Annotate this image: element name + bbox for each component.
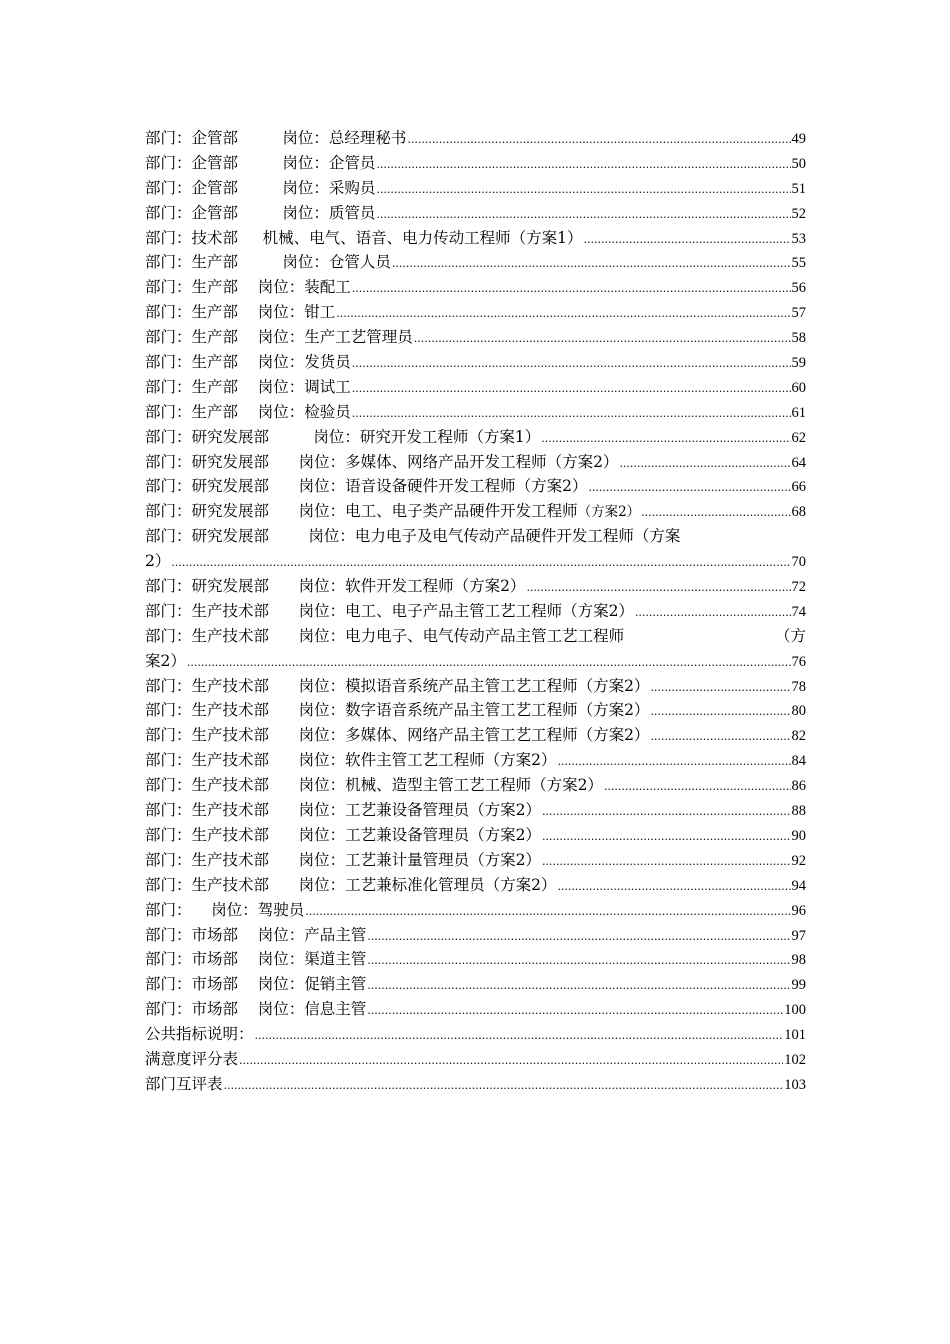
toc-page-number: 64 [791,454,806,471]
toc-leader [352,402,791,427]
toc-leader [407,128,790,153]
toc-page-number: 68 [791,504,806,521]
toc-page-number: 61 [791,404,806,421]
toc-entry-title: 部门：研究发展部 岗位：语音设备硬件开发工程师（方案2） [145,477,588,496]
toc-entry-title: 部门：生产技术部 岗位：数字语音系统产品主管工艺工程师（方案2） [145,701,650,720]
toc-page-number: 100 [784,1002,806,1019]
toc-entry[interactable] [145,923,806,948]
toc-entry[interactable] [145,997,806,1022]
toc-leader [187,651,791,676]
toc-entry-wrapped[interactable] [145,524,806,574]
toc-entry[interactable] [145,226,806,251]
toc-leader [367,949,790,974]
toc-entry-title: 部门：生产技术部 岗位：机械、造型主管工艺工程师（方案2） [145,776,603,795]
toc-entry-title: 部门：生产技术部 岗位：多媒体、网络产品主管工艺工程师（方案2） [145,726,650,745]
toc-leader [376,178,790,203]
toc-page-number: 56 [791,280,806,297]
toc-page-number: 53 [791,230,806,247]
toc-leader [305,900,790,925]
toc-page-number: 103 [784,1076,806,1093]
toc-entry-title: 部门：市场部 岗位：渠道主管 [145,950,367,969]
toc-leader [542,850,791,875]
toc-entry-title: 部门：生产部 岗位：发货员 [145,353,351,372]
toc-entry[interactable] [145,1072,806,1097]
toc-page-number: 88 [791,803,806,820]
toc-leader [650,725,790,750]
toc-entry[interactable] [145,350,806,375]
toc-entry-wrapped[interactable] [145,624,806,674]
toc-entry-title: 部门：生产技术部 岗位：工艺兼设备管理员（方案2） [145,801,541,820]
toc-page-number: 97 [791,927,806,944]
toc-entry[interactable] [145,848,806,873]
toc-entry-title: 满意度评分表 [145,1049,239,1068]
toc-entry-title-line1: 部门：研究发展部 岗位：电力电子及电气传动产品硬件开发工程师（方案 [145,527,681,546]
toc-page-number: 62 [791,429,806,446]
toc-entry[interactable] [145,201,806,226]
toc-page-number: 99 [791,977,806,994]
toc-leader [367,974,790,999]
toc-entry[interactable] [145,275,806,300]
toc-entry[interactable] [145,1022,806,1047]
toc-leader [650,700,790,725]
toc-page-number: 52 [791,205,806,222]
toc-entry-title: 公共指标说明： [145,1025,254,1044]
toc-page-number: 57 [791,305,806,322]
toc-entry[interactable] [145,450,806,475]
toc-page-number: 58 [791,330,806,347]
toc-entry[interactable] [145,126,806,151]
toc-page-number: 98 [791,952,806,969]
toc-entry-title: 部门：研究发展部 岗位：多媒体、网络产品开发工程师（方案2） [145,452,619,471]
toc-entry-title: 部门：生产技术部 岗位：模拟语音系统产品主管工艺工程师（方案2） [145,676,650,695]
toc-entry-title: 部门：生产技术部 岗位：电工、电子产品主管工艺工程师（方案2） [145,601,634,620]
toc-entry-title: 部门：研究发展部 岗位：电工、电子类产品硬件开发工程师 [145,502,578,521]
toc-entry[interactable] [145,250,806,275]
toc-leader [376,203,790,228]
toc-entry-title: 部门：生产技术部 岗位：软件主管工艺工程师（方案2） [145,751,557,770]
toc-leader [604,775,791,800]
toc-leader [526,576,790,601]
toc-leader [588,476,790,501]
toc-leader [171,551,790,576]
toc-entry[interactable] [145,898,806,923]
toc-page-number: 101 [784,1027,806,1044]
toc-entry-title: 部门：市场部 岗位：产品主管 [145,925,367,944]
toc-leader [376,153,790,178]
toc-leader [352,352,791,377]
toc-page-number: 92 [791,852,806,869]
toc-leader [641,501,790,526]
toc-entry[interactable] [145,823,806,848]
toc-page-number: 66 [791,479,806,496]
toc-entry-title-line2: 案2） [145,651,186,670]
toc-page-number: 90 [791,827,806,844]
toc-entry[interactable] [145,474,806,499]
toc-leader [414,327,791,352]
toc-page-number: 96 [791,902,806,919]
toc-entry[interactable] [145,375,806,400]
toc-page-number: 80 [791,703,806,720]
toc-entry-title: 部门互评表 [145,1074,223,1093]
table-of-contents [145,126,806,1097]
toc-entry-title-line1-end: （方 [774,626,806,645]
toc-leader [255,1024,784,1049]
toc-entry[interactable] [145,176,806,201]
toc-page-number: 78 [791,678,806,695]
toc-entry[interactable] [145,300,806,325]
toc-leader [352,277,791,302]
toc-entry-title: 部门：市场部 岗位：促销主管 [145,975,367,994]
toc-leader [392,252,791,277]
toc-entry-title: 部门：生产部 岗位：检验员 [145,402,351,421]
toc-page-number: 60 [791,379,806,396]
toc-entry-title: 部门：生产技术部 岗位：工艺兼设备管理员（方案2） [145,825,541,844]
toc-entry[interactable] [145,798,806,823]
toc-page-number: 59 [791,355,806,372]
toc-leader [619,452,790,477]
toc-page-number: 94 [791,877,806,894]
toc-entry-title: 部门：生产技术部 岗位：工艺兼计量管理员（方案2） [145,850,541,869]
toc-page-number: 76 [791,653,806,670]
toc-entry[interactable] [145,947,806,972]
toc-entry-title: 部门：企管部 岗位：采购员 [145,178,376,197]
toc-entry-title: 部门：研究发展部 岗位：研究开发工程师（方案1） [145,427,541,446]
toc-leader [542,825,791,850]
toc-entry[interactable] [145,499,806,524]
toc-leader [584,228,791,253]
toc-entry[interactable] [145,972,806,997]
toc-entry-title: 部门：生产部 岗位：调试工 [145,377,351,396]
toc-entry-title: 部门：企管部 岗位：质管员 [145,203,376,222]
toc-entry-title: 部门：生产部 岗位：钳工 [145,303,336,322]
toc-entry[interactable] [145,748,806,773]
toc-leader [557,875,790,900]
toc-entry[interactable] [145,151,806,176]
toc-leader [336,302,790,327]
toc-page-number: 74 [791,603,806,620]
toc-entry-title: 部门：企管部 岗位：总经理秘书 [145,129,407,147]
toc-page-number: 84 [791,753,806,770]
toc-leader [635,601,791,626]
toc-leader [239,1049,783,1074]
toc-entry-suffix: （方案2） [577,504,641,521]
toc-entry[interactable] [145,723,806,748]
toc-entry[interactable] [145,873,806,898]
toc-page-number: 50 [791,155,806,172]
toc-leader [367,999,783,1024]
toc-entry[interactable] [145,599,806,624]
toc-entry[interactable] [145,400,806,425]
toc-page-number: 51 [791,180,806,197]
toc-entry-title: 部门： 岗位：驾驶员 [145,900,305,919]
toc-entry[interactable] [145,674,806,699]
toc-page-number: 55 [791,255,806,272]
toc-entry-title: 部门：生产部 岗位：仓管人员 [145,253,391,272]
toc-entry[interactable] [145,325,806,350]
toc-entry[interactable] [145,698,806,723]
toc-leader [557,750,790,775]
toc-page-number: 49 [791,131,806,147]
toc-page-number: 102 [784,1051,806,1068]
toc-leader [352,377,791,402]
toc-page-number: 86 [791,778,806,795]
toc-entry-title: 部门：企管部 岗位：企管员 [145,153,376,172]
toc-page-number: 82 [791,728,806,745]
toc-entry-title: 部门：生产部 岗位：生产工艺管理员 [145,328,413,347]
toc-entry-title: 部门：研究发展部 岗位：软件开发工程师（方案2） [145,577,526,596]
toc-leader [542,800,791,825]
toc-leader [224,1074,784,1099]
toc-entry-title: 部门：生产技术部 岗位：工艺兼标准化管理员（方案2） [145,875,557,894]
toc-page-number: 72 [791,579,806,596]
toc-entry-title: 部门：市场部 岗位：信息主管 [145,1000,367,1019]
toc-entry-title: 部门：技术部 机械、电气、语音、电力传动工程师（方案1） [145,228,583,247]
toc-entry-title: 部门：生产部 岗位：装配工 [145,278,351,297]
toc-entry[interactable] [145,1047,806,1072]
toc-leader [367,925,790,950]
toc-entry-title-line2: 2） [145,552,171,571]
toc-entry-title-line1: 部门：生产技术部 岗位：电力电子、电气传动产品主管工艺工程师 [145,626,625,645]
toc-entry[interactable] [145,773,806,798]
toc-leader [541,427,790,452]
toc-entry[interactable] [145,425,806,450]
toc-leader [650,676,790,701]
toc-page-number: 70 [791,554,806,571]
toc-entry[interactable] [145,574,806,599]
